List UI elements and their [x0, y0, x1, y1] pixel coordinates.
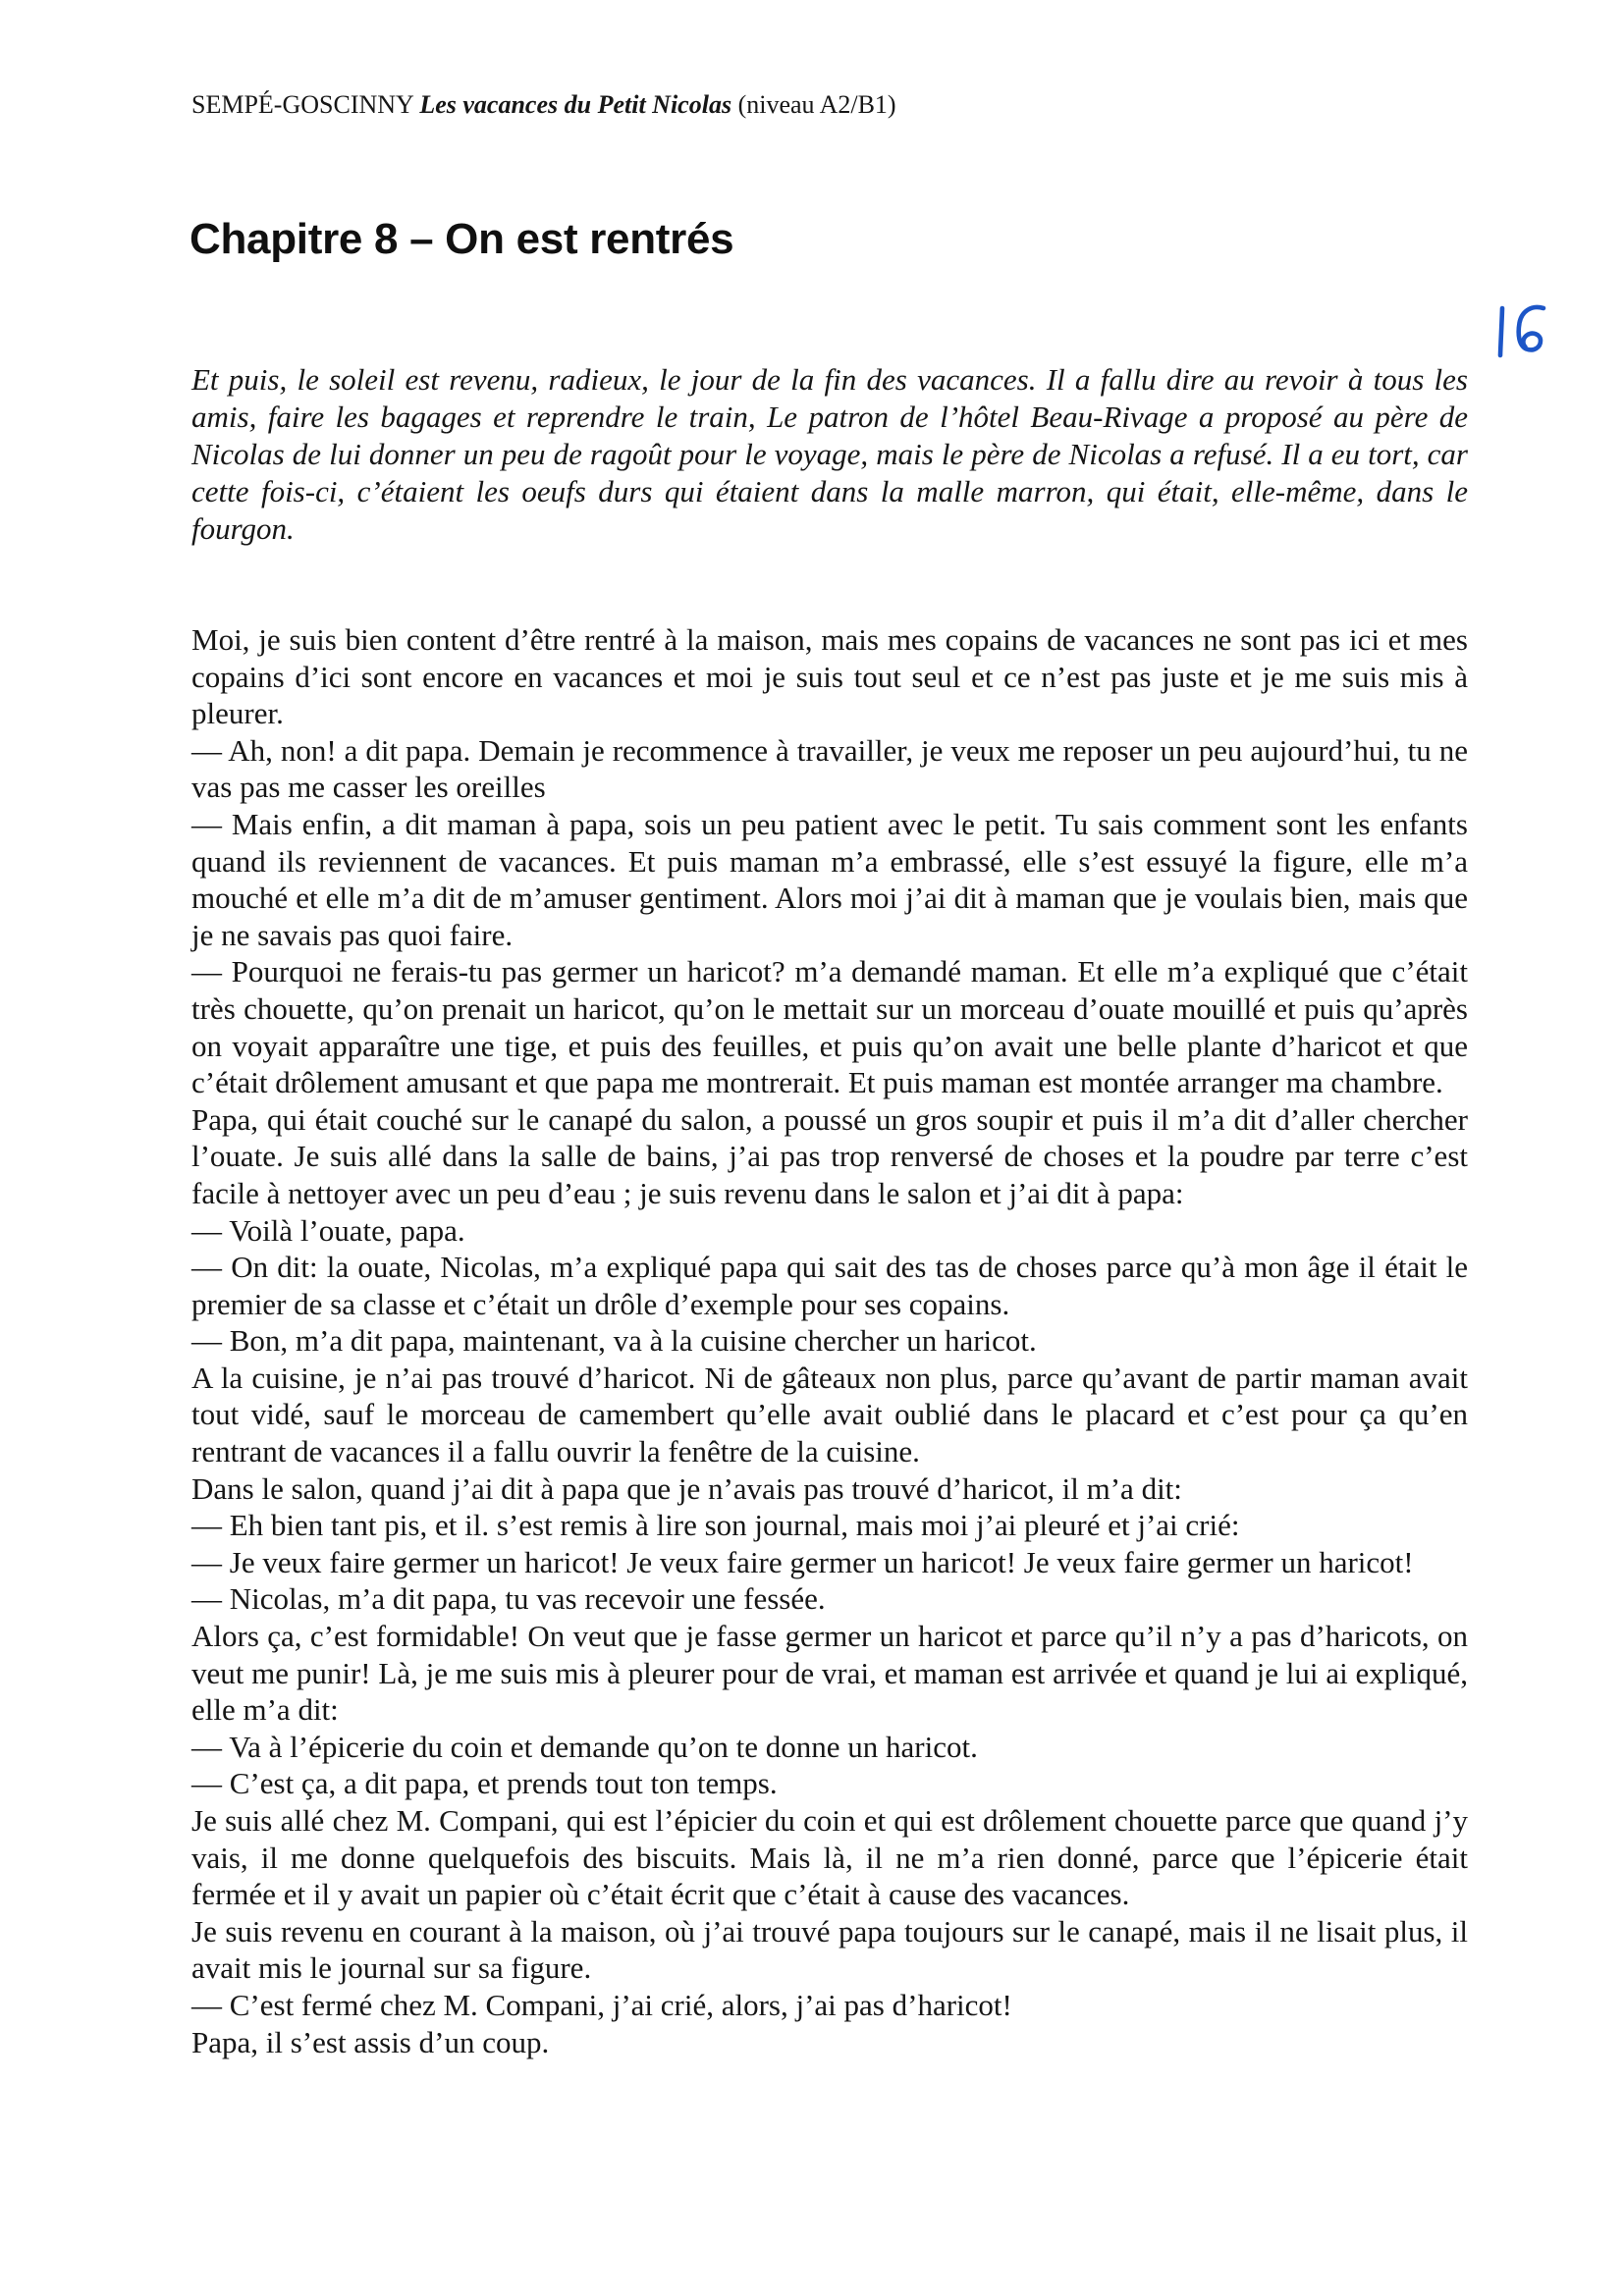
page-header — [191, 90, 896, 120]
body-paragraph: Moi, je suis bien content d’être rentré à la maison, mais mes copains de vacances ne sont pas ici et mes copains d’ici sont encore en vacances et moi je suis tout seul et ce n’est pas juste et je me suis mis à pleurer. — [191, 622, 1468, 731]
header-book-title: Les vacances du Petit Nicolas — [419, 90, 732, 119]
body-paragraph: — Va à l’épicerie du coin et demande qu’on te donne un haricot. — [191, 1729, 978, 1764]
body-paragraph: — Mais enfin, a dit maman à papa, sois un peu patient avec le petit. Tu sais comment sont les enfants quand ils reviennent de vacances. Et puis maman m’a embrassé, elle s’est essuyé la figure, elle m’a mouché et elle m’a dit de m’amuser gentiment. Alors moi j’ai dit à maman que je voulais bien, mais que je ne savais pas quoi faire. — [191, 806, 1468, 952]
body-paragraph: — Eh bien tant pis, et il. s’est remis à lire son journal, mais moi j’ai pleuré et j’ai crié: — [191, 1508, 1240, 1543]
body-paragraph: Je suis revenu en courant à la maison, où j’ai trouvé papa toujours sur le canapé, mais il ne lisait plus, il avait mis le journal sur sa figure. — [191, 1913, 1468, 1986]
body-paragraph: Papa, il s’est assis d’un coup. — [191, 2024, 550, 2059]
body-paragraph: — Bon, m’a dit papa, maintenant, va à la cuisine chercher un haricot. — [191, 1323, 1037, 1359]
body-paragraph: A la cuisine, je n’ai pas trouvé d’haricot. Ni de gâteaux non plus, parce qu’avant de partir maman avait tout vidé, sauf le morceau de camembert qu’elle avait oublié dans le placard et c’est pour ça qu’en rentrant de vacances il a fallu ouvrir la fenêtre de la cuisine. — [191, 1360, 1468, 1469]
body-text — [191, 621, 1468, 2060]
body-paragraph: — Ah, non! a dit papa. Demain je recommence à travailler, je veux me reposer un peu aujourd’hui, tu ne vas pas me casser les oreilles — [191, 732, 1468, 805]
handwritten-ink-16-icon — [1489, 296, 1557, 365]
body-paragraph: — Pourquoi ne ferais-tu pas germer un haricot? m’a demandé maman. Et elle m’a expliqué que c’était très chouette, qu’on prenait un haricot, qu’on le mettait sur un morceau d’ouate mouillé et puis qu’après on voyait apparaître une tige, et puis des feuilles, et puis qu’on avait une belle plante d’haricot et que c’était drôlement amusant et que papa me montrerait. Et puis maman est montée arranger ma chambre. — [191, 954, 1468, 1100]
body-paragraph: Papa, qui était couché sur le canapé du salon, a poussé un gros soupir et puis il m’a dit d’aller chercher l’ouate. Je suis allé dans la salle de bains, j’ai pas trop renversé de choses et la poudre par terre c’est facile à nettoyer avec un peu d’eau ; je suis revenu dans le salon et j’ai dit à papa: — [191, 1101, 1468, 1210]
handwritten-page-number — [1489, 296, 1557, 365]
body-paragraph: Dans le salon, quand j’ai dit à papa que je n’avais pas trouvé d’haricot, il m’a dit: — [191, 1470, 1182, 1506]
intro-paragraph: Et puis, le soleil est revenu, radieux, le jour de la fin des vacances. Il a fallu dire au revoir à tous les amis, faire les bagages et reprendre le train, Le patron de l’hôtel Beau-Rivage a proposé au père de Nicolas de lui donner un peu de ragoût pour le voyage, mais le père de Nicolas a refusé. Il a eu tort, car cette fois-ci, c’étaient les oeufs durs qui étaient dans la malle marron, qui était, elle-même, dans le fourgon. — [191, 362, 1468, 546]
header-level-note: (niveau A2/B1) — [737, 90, 896, 119]
body-paragraph: — Voilà l’ouate, papa. — [191, 1212, 465, 1248]
body-paragraph: — C’est fermé chez M. Compani, j’ai crié, alors, j’ai pas d’haricot! — [191, 1987, 1012, 2022]
body-paragraph: — On dit: la ouate, Nicolas, m’a expliqué papa qui sait des tas de choses parce qu’à mon âge il était le premier de sa classe et c’était un drôle d’exemple pour ses copains. — [191, 1250, 1468, 1321]
chapter-title: Chapitre 8 – On est rentrés — [189, 215, 734, 263]
body-paragraph: Je suis allé chez M. Compani, qui est l’épicier du coin et qui est drôlement chouette parce que quand j’y vais, il me donne quelquefois des biscuits. Mais là, il ne m’a rien donné, parce que l’épicerie était fermée et il y avait un papier où c’était écrit que c’était à cause des vacances. — [191, 1803, 1468, 1912]
body-paragraph: — Je veux faire germer un haricot! Je veux faire germer un haricot! Je veux faire germer un haricot! — [191, 1544, 1414, 1579]
body-paragraph: — Nicolas, m’a dit papa, tu vas recevoir une fessée. — [191, 1581, 826, 1617]
header-author: SEMPÉ-GOSCINNY — [191, 90, 413, 119]
body-paragraph: Alors ça, c’est formidable! On veut que je fasse germer un haricot et parce qu’il n’y a pas d’haricots, on veut me punir! Là, je me suis mis à pleurer pour de vrai, et maman est arrivée et quand je lui ai expliqué, elle m’a dit: — [191, 1619, 1468, 1728]
body-paragraph: — C’est ça, a dit papa, et prends tout ton temps. — [191, 1766, 778, 1801]
